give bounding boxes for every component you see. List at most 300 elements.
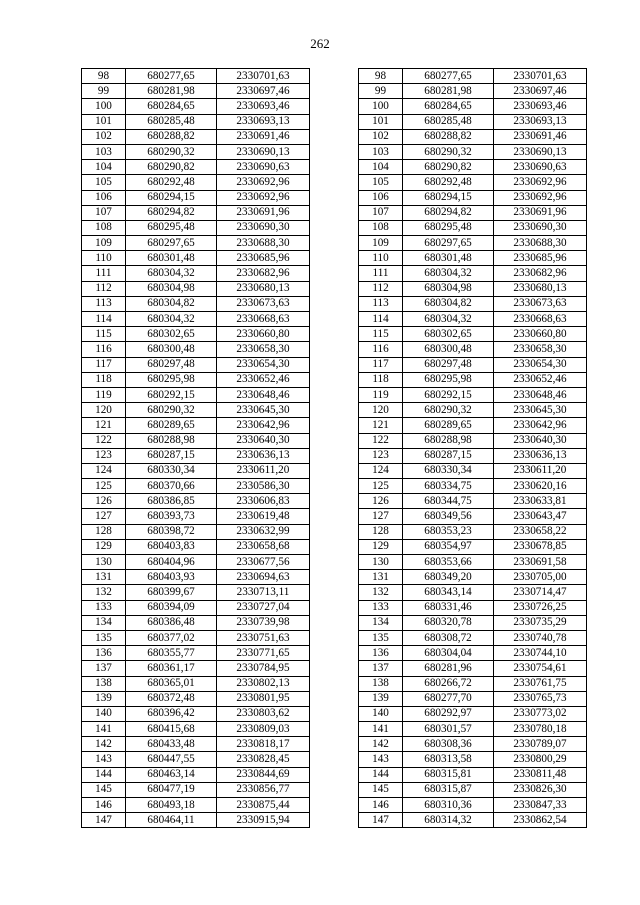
point-number-cell: 132 <box>359 585 403 600</box>
point-number-cell: 144 <box>359 767 403 782</box>
table-row <box>359 600 587 615</box>
point-number-cell: 103 <box>82 144 126 159</box>
page-number: 262 <box>310 36 330 51</box>
x-coordinate-cell: 680386,48 <box>126 615 217 630</box>
y-coordinate-cell: 2330645,30 <box>494 403 587 418</box>
y-coordinate-cell: 2330690,30 <box>494 220 587 235</box>
point-number-cell: 125 <box>82 479 126 494</box>
table-row <box>359 175 587 190</box>
x-coordinate-cell: 680394,09 <box>126 600 217 615</box>
y-coordinate-cell: 2330643,47 <box>494 509 587 524</box>
point-number-cell: 146 <box>359 798 403 813</box>
table-row <box>82 555 310 570</box>
table-row <box>82 144 310 159</box>
table-row <box>82 813 310 828</box>
point-number-cell: 105 <box>82 175 126 190</box>
table-row <box>359 266 587 281</box>
point-number-cell: 123 <box>359 448 403 463</box>
table-row <box>359 327 587 342</box>
y-coordinate-cell: 2330611,20 <box>217 463 310 478</box>
y-coordinate-cell: 2330735,29 <box>494 615 587 630</box>
x-coordinate-cell: 680292,15 <box>403 387 494 402</box>
point-number-cell: 129 <box>82 539 126 554</box>
y-coordinate-cell: 2330691,46 <box>494 129 587 144</box>
x-coordinate-cell: 680290,32 <box>126 144 217 159</box>
y-coordinate-cell: 2330680,13 <box>217 281 310 296</box>
point-number-cell: 116 <box>82 342 126 357</box>
x-coordinate-cell: 680354,97 <box>403 539 494 554</box>
table-row <box>82 251 310 266</box>
table-row <box>359 630 587 645</box>
point-number-cell: 130 <box>359 555 403 570</box>
table-row <box>359 539 587 554</box>
table-row <box>82 205 310 220</box>
y-coordinate-cell: 2330693,13 <box>494 114 587 129</box>
point-number-cell: 134 <box>82 615 126 630</box>
table-row <box>82 600 310 615</box>
y-coordinate-cell: 2330633,81 <box>494 494 587 509</box>
table-row <box>359 798 587 813</box>
x-coordinate-cell: 680361,17 <box>126 661 217 676</box>
y-coordinate-cell: 2330660,80 <box>494 327 587 342</box>
point-number-cell: 116 <box>359 342 403 357</box>
table-row <box>82 190 310 205</box>
y-coordinate-cell: 2330714,47 <box>494 585 587 600</box>
x-coordinate-cell: 680284,65 <box>126 99 217 114</box>
y-coordinate-cell: 2330691,96 <box>494 205 587 220</box>
table-row <box>82 84 310 99</box>
table-row <box>359 160 587 175</box>
table-row <box>82 342 310 357</box>
y-coordinate-cell: 2330773,02 <box>494 706 587 721</box>
table-row <box>359 463 587 478</box>
point-number-cell: 135 <box>82 630 126 645</box>
table-row <box>82 494 310 509</box>
x-coordinate-cell: 680294,15 <box>403 190 494 205</box>
point-number-cell: 131 <box>82 570 126 585</box>
y-coordinate-cell: 2330693,13 <box>217 114 310 129</box>
y-coordinate-cell: 2330844,69 <box>217 767 310 782</box>
point-number-cell: 128 <box>82 524 126 539</box>
x-coordinate-cell: 680302,65 <box>126 327 217 342</box>
table-row <box>82 737 310 752</box>
point-number-cell: 145 <box>359 782 403 797</box>
table-row <box>359 296 587 311</box>
y-coordinate-cell: 2330690,63 <box>217 160 310 175</box>
y-coordinate-cell: 2330652,46 <box>217 372 310 387</box>
table-row <box>359 236 587 251</box>
point-number-cell: 141 <box>82 722 126 737</box>
x-coordinate-cell: 680304,32 <box>126 266 217 281</box>
point-number-cell: 99 <box>359 84 403 99</box>
table-row <box>359 615 587 630</box>
y-coordinate-cell: 2330640,30 <box>494 433 587 448</box>
y-coordinate-cell: 2330668,63 <box>494 312 587 327</box>
point-number-cell: 111 <box>82 266 126 281</box>
point-number-cell: 129 <box>359 539 403 554</box>
x-coordinate-cell: 680349,56 <box>403 509 494 524</box>
point-number-cell: 136 <box>359 646 403 661</box>
table-row <box>82 782 310 797</box>
point-number-cell: 142 <box>82 737 126 752</box>
y-coordinate-cell: 2330648,46 <box>494 387 587 402</box>
x-coordinate-cell: 680314,32 <box>403 813 494 828</box>
coordinates-table-right <box>358 68 587 828</box>
x-coordinate-cell: 680304,82 <box>403 296 494 311</box>
point-number-cell: 126 <box>82 494 126 509</box>
table-row <box>82 175 310 190</box>
table-row <box>359 220 587 235</box>
table-row <box>359 84 587 99</box>
x-coordinate-cell: 680304,32 <box>126 312 217 327</box>
y-coordinate-cell: 2330765,73 <box>494 691 587 706</box>
point-number-cell: 123 <box>82 448 126 463</box>
table-row <box>359 387 587 402</box>
point-number-cell: 122 <box>82 433 126 448</box>
y-coordinate-cell: 2330754,61 <box>494 661 587 676</box>
point-number-cell: 120 <box>82 403 126 418</box>
table-row <box>82 509 310 524</box>
x-coordinate-cell: 680377,02 <box>126 630 217 645</box>
point-number-cell: 137 <box>82 661 126 676</box>
x-coordinate-cell: 680301,57 <box>403 722 494 737</box>
y-coordinate-cell: 2330801,95 <box>217 691 310 706</box>
point-number-cell: 111 <box>359 266 403 281</box>
point-number-cell: 109 <box>359 236 403 251</box>
point-number-cell: 100 <box>82 99 126 114</box>
x-coordinate-cell: 680304,04 <box>403 646 494 661</box>
table-row <box>359 114 587 129</box>
table-row <box>82 524 310 539</box>
point-number-cell: 102 <box>359 129 403 144</box>
table-row <box>82 160 310 175</box>
y-coordinate-cell: 2330771,65 <box>217 646 310 661</box>
point-number-cell: 104 <box>359 160 403 175</box>
point-number-cell: 115 <box>82 327 126 342</box>
x-coordinate-cell: 680301,48 <box>126 251 217 266</box>
point-number-cell: 121 <box>359 418 403 433</box>
x-coordinate-cell: 680403,93 <box>126 570 217 585</box>
point-number-cell: 112 <box>359 281 403 296</box>
point-number-cell: 138 <box>82 676 126 691</box>
x-coordinate-cell: 680415,68 <box>126 722 217 737</box>
point-number-cell: 119 <box>359 387 403 402</box>
point-number-cell: 122 <box>359 433 403 448</box>
table-row <box>359 205 587 220</box>
y-coordinate-cell: 2330875,44 <box>217 798 310 813</box>
table-row <box>359 555 587 570</box>
x-coordinate-cell: 680315,81 <box>403 767 494 782</box>
x-coordinate-cell: 680331,46 <box>403 600 494 615</box>
table-row <box>82 114 310 129</box>
y-coordinate-cell: 2330688,30 <box>217 236 310 251</box>
point-number-cell: 99 <box>82 84 126 99</box>
x-coordinate-cell: 680288,82 <box>126 129 217 144</box>
table-row <box>359 767 587 782</box>
y-coordinate-cell: 2330701,63 <box>217 69 310 84</box>
y-coordinate-cell: 2330915,94 <box>217 813 310 828</box>
y-coordinate-cell: 2330673,63 <box>217 296 310 311</box>
y-coordinate-cell: 2330636,13 <box>217 448 310 463</box>
point-number-cell: 143 <box>359 752 403 767</box>
table-row <box>359 448 587 463</box>
y-coordinate-cell: 2330668,63 <box>217 312 310 327</box>
point-number-cell: 107 <box>359 205 403 220</box>
point-number-cell: 139 <box>82 691 126 706</box>
x-coordinate-cell: 680277,70 <box>403 691 494 706</box>
x-coordinate-cell: 680477,19 <box>126 782 217 797</box>
x-coordinate-cell: 680302,65 <box>403 327 494 342</box>
y-coordinate-cell: 2330620,16 <box>494 479 587 494</box>
x-coordinate-cell: 680288,98 <box>126 433 217 448</box>
table-row <box>359 752 587 767</box>
point-number-cell: 115 <box>359 327 403 342</box>
table-row <box>82 281 310 296</box>
table-row <box>359 418 587 433</box>
x-coordinate-cell: 680292,97 <box>403 706 494 721</box>
y-coordinate-cell: 2330847,33 <box>494 798 587 813</box>
x-coordinate-cell: 680433,48 <box>126 737 217 752</box>
point-number-cell: 134 <box>359 615 403 630</box>
y-coordinate-cell: 2330645,30 <box>217 403 310 418</box>
x-coordinate-cell: 680281,96 <box>403 661 494 676</box>
x-coordinate-cell: 680344,75 <box>403 494 494 509</box>
x-coordinate-cell: 680292,15 <box>126 387 217 402</box>
y-coordinate-cell: 2330658,30 <box>217 342 310 357</box>
table-row <box>359 129 587 144</box>
point-number-cell: 127 <box>359 509 403 524</box>
table-row <box>82 448 310 463</box>
x-coordinate-cell: 680290,82 <box>126 160 217 175</box>
y-coordinate-cell: 2330586,30 <box>217 479 310 494</box>
point-number-cell: 147 <box>82 813 126 828</box>
table-row <box>82 69 310 84</box>
table-row <box>82 372 310 387</box>
y-coordinate-cell: 2330640,30 <box>217 433 310 448</box>
point-number-cell: 119 <box>82 387 126 402</box>
point-number-cell: 144 <box>82 767 126 782</box>
point-number-cell: 128 <box>359 524 403 539</box>
y-coordinate-cell: 2330677,56 <box>217 555 310 570</box>
x-coordinate-cell: 680300,48 <box>126 342 217 357</box>
table-row <box>359 372 587 387</box>
x-coordinate-cell: 680334,75 <box>403 479 494 494</box>
x-coordinate-cell: 680393,73 <box>126 509 217 524</box>
x-coordinate-cell: 680330,34 <box>126 463 217 478</box>
table-row <box>359 190 587 205</box>
y-coordinate-cell: 2330691,58 <box>494 555 587 570</box>
y-coordinate-cell: 2330739,98 <box>217 615 310 630</box>
table-row <box>82 266 310 281</box>
x-coordinate-cell: 680308,36 <box>403 737 494 752</box>
table-row <box>82 676 310 691</box>
x-coordinate-cell: 680292,48 <box>403 175 494 190</box>
y-coordinate-cell: 2330682,96 <box>217 266 310 281</box>
x-coordinate-cell: 680290,32 <box>403 144 494 159</box>
x-coordinate-cell: 680294,82 <box>126 205 217 220</box>
point-number-cell: 118 <box>359 372 403 387</box>
table-row <box>359 737 587 752</box>
table-row <box>359 646 587 661</box>
y-coordinate-cell: 2330685,96 <box>217 251 310 266</box>
y-coordinate-cell: 2330726,25 <box>494 600 587 615</box>
y-coordinate-cell: 2330685,96 <box>494 251 587 266</box>
point-number-cell: 132 <box>82 585 126 600</box>
point-number-cell: 110 <box>82 251 126 266</box>
point-number-cell: 101 <box>82 114 126 129</box>
x-coordinate-cell: 680304,98 <box>126 281 217 296</box>
table-row <box>359 312 587 327</box>
y-coordinate-cell: 2330619,48 <box>217 509 310 524</box>
point-number-cell: 107 <box>82 205 126 220</box>
table-row <box>82 691 310 706</box>
y-coordinate-cell: 2330673,63 <box>494 296 587 311</box>
y-coordinate-cell: 2330682,96 <box>494 266 587 281</box>
point-number-cell: 117 <box>359 357 403 372</box>
point-number-cell: 112 <box>82 281 126 296</box>
y-coordinate-cell: 2330693,46 <box>217 99 310 114</box>
x-coordinate-cell: 680310,36 <box>403 798 494 813</box>
point-number-cell: 114 <box>359 312 403 327</box>
table-row <box>359 813 587 828</box>
point-number-cell: 137 <box>359 661 403 676</box>
point-number-cell: 131 <box>359 570 403 585</box>
x-coordinate-cell: 680297,48 <box>126 357 217 372</box>
table-row <box>359 676 587 691</box>
x-coordinate-cell: 680320,78 <box>403 615 494 630</box>
y-coordinate-cell: 2330856,77 <box>217 782 310 797</box>
x-coordinate-cell: 680289,65 <box>403 418 494 433</box>
point-number-cell: 140 <box>359 706 403 721</box>
point-number-cell: 127 <box>82 509 126 524</box>
x-coordinate-cell: 680295,48 <box>403 220 494 235</box>
table-row <box>359 570 587 585</box>
y-coordinate-cell: 2330811,48 <box>494 767 587 782</box>
point-number-cell: 147 <box>359 813 403 828</box>
table-row <box>82 479 310 494</box>
table-row <box>82 615 310 630</box>
table-row <box>82 296 310 311</box>
table-row <box>82 706 310 721</box>
point-number-cell: 106 <box>82 190 126 205</box>
x-coordinate-cell: 680294,15 <box>126 190 217 205</box>
point-number-cell: 133 <box>82 600 126 615</box>
point-number-cell: 135 <box>359 630 403 645</box>
y-coordinate-cell: 2330789,07 <box>494 737 587 752</box>
point-number-cell: 138 <box>359 676 403 691</box>
point-number-cell: 125 <box>359 479 403 494</box>
table-row <box>359 509 587 524</box>
y-coordinate-cell: 2330691,46 <box>217 129 310 144</box>
x-coordinate-cell: 680353,66 <box>403 555 494 570</box>
point-number-cell: 142 <box>359 737 403 752</box>
y-coordinate-cell: 2330692,96 <box>217 175 310 190</box>
y-coordinate-cell: 2330658,68 <box>217 539 310 554</box>
x-coordinate-cell: 680288,82 <box>403 129 494 144</box>
y-coordinate-cell: 2330744,10 <box>494 646 587 661</box>
table-row <box>82 646 310 661</box>
x-coordinate-cell: 680386,85 <box>126 494 217 509</box>
point-number-cell: 114 <box>82 312 126 327</box>
point-number-cell: 101 <box>359 114 403 129</box>
x-coordinate-cell: 680447,55 <box>126 752 217 767</box>
x-coordinate-cell: 680399,67 <box>126 585 217 600</box>
y-coordinate-cell: 2330680,13 <box>494 281 587 296</box>
y-coordinate-cell: 2330826,30 <box>494 782 587 797</box>
x-coordinate-cell: 680277,65 <box>126 69 217 84</box>
y-coordinate-cell: 2330690,13 <box>217 144 310 159</box>
table-row <box>359 722 587 737</box>
y-coordinate-cell: 2330690,63 <box>494 160 587 175</box>
point-number-cell: 145 <box>82 782 126 797</box>
x-coordinate-cell: 680304,98 <box>403 281 494 296</box>
x-coordinate-cell: 680295,98 <box>126 372 217 387</box>
x-coordinate-cell: 680290,32 <box>126 403 217 418</box>
y-coordinate-cell: 2330740,78 <box>494 630 587 645</box>
table-row <box>359 69 587 84</box>
table-row <box>359 706 587 721</box>
x-coordinate-cell: 680300,48 <box>403 342 494 357</box>
point-number-cell: 136 <box>82 646 126 661</box>
table-row <box>82 357 310 372</box>
x-coordinate-cell: 680396,42 <box>126 706 217 721</box>
point-number-cell: 146 <box>82 798 126 813</box>
point-number-cell: 104 <box>82 160 126 175</box>
y-coordinate-cell: 2330802,13 <box>217 676 310 691</box>
table-row <box>359 494 587 509</box>
point-number-cell: 102 <box>82 129 126 144</box>
point-number-cell: 118 <box>82 372 126 387</box>
table-row <box>359 782 587 797</box>
y-coordinate-cell: 2330862,54 <box>494 813 587 828</box>
table-row <box>82 585 310 600</box>
x-coordinate-cell: 680304,32 <box>403 312 494 327</box>
point-number-cell: 120 <box>359 403 403 418</box>
point-number-cell: 141 <box>359 722 403 737</box>
x-coordinate-cell: 680349,20 <box>403 570 494 585</box>
y-coordinate-cell: 2330692,96 <box>494 175 587 190</box>
point-number-cell: 113 <box>359 296 403 311</box>
table-row <box>82 798 310 813</box>
x-coordinate-cell: 680292,48 <box>126 175 217 190</box>
y-coordinate-cell: 2330654,30 <box>494 357 587 372</box>
table-row <box>82 418 310 433</box>
x-coordinate-cell: 680403,83 <box>126 539 217 554</box>
coordinates-table-left <box>81 68 310 828</box>
point-number-cell: 126 <box>359 494 403 509</box>
x-coordinate-cell: 680308,72 <box>403 630 494 645</box>
point-number-cell: 133 <box>359 600 403 615</box>
y-coordinate-cell: 2330809,03 <box>217 722 310 737</box>
x-coordinate-cell: 680297,48 <box>403 357 494 372</box>
table-row <box>82 220 310 235</box>
x-coordinate-cell: 680463,14 <box>126 767 217 782</box>
x-coordinate-cell: 680304,82 <box>126 296 217 311</box>
y-coordinate-cell: 2330606,83 <box>217 494 310 509</box>
y-coordinate-cell: 2330678,85 <box>494 539 587 554</box>
x-coordinate-cell: 680287,15 <box>126 448 217 463</box>
table-row <box>82 236 310 251</box>
point-number-cell: 121 <box>82 418 126 433</box>
table-row <box>359 585 587 600</box>
table-row <box>82 403 310 418</box>
x-coordinate-cell: 680290,82 <box>403 160 494 175</box>
table-row <box>359 691 587 706</box>
table-row <box>359 357 587 372</box>
x-coordinate-cell: 680297,65 <box>403 236 494 251</box>
point-number-cell: 105 <box>359 175 403 190</box>
point-number-cell: 98 <box>82 69 126 84</box>
